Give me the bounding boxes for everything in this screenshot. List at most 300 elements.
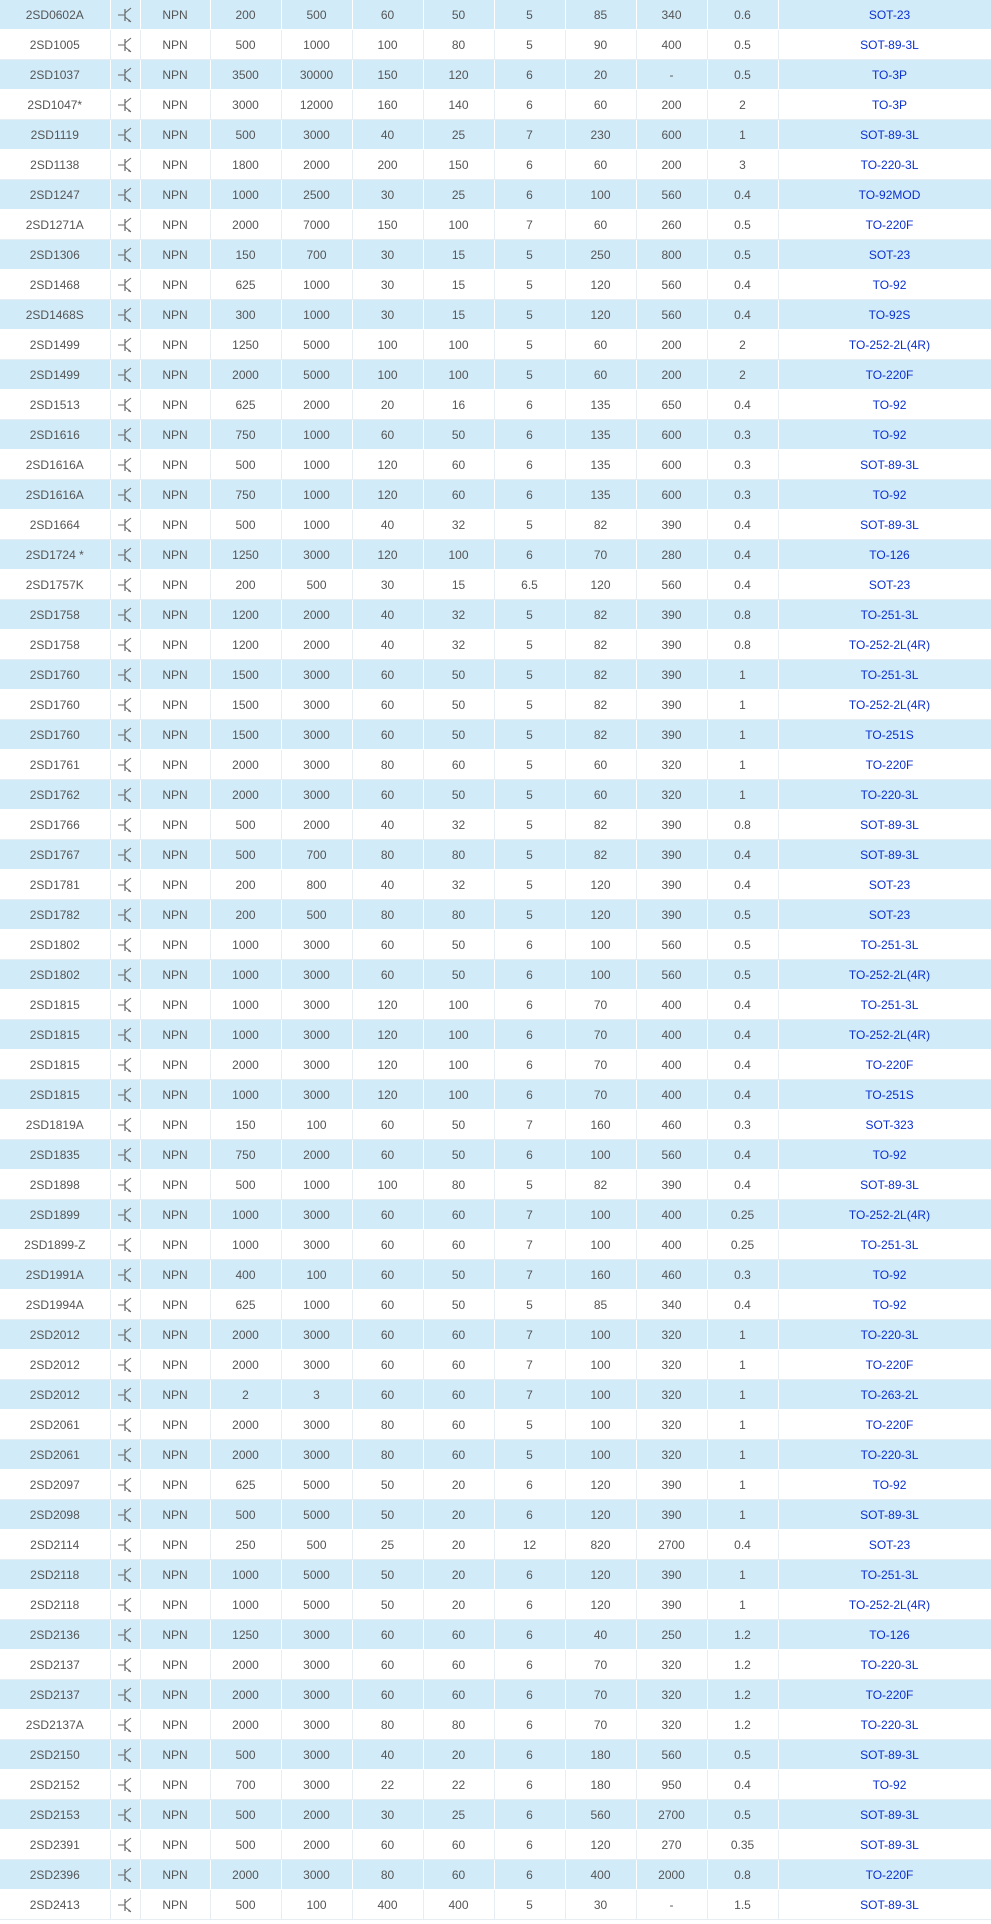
spec-cell-7: 320 xyxy=(636,1350,707,1380)
package-link[interactable]: TO-251S xyxy=(865,1087,914,1102)
npn-transistor-symbol-icon xyxy=(110,1440,140,1470)
package-link[interactable]: SOT-89-3L xyxy=(860,847,919,862)
package-link[interactable]: TO-252-2L(4R) xyxy=(848,337,931,352)
package-cell xyxy=(778,1020,991,1050)
package-link[interactable]: TO-220F xyxy=(865,217,914,232)
part-number-cell: 2SD2097 xyxy=(0,1470,110,1500)
package-link[interactable]: TO-92 xyxy=(872,427,907,442)
transistor-type-cell: NPN xyxy=(140,540,210,570)
package-link[interactable]: TO-126 xyxy=(869,1627,910,1642)
spec-cell-4: 50 xyxy=(423,960,494,990)
spec-cell-1: 500 xyxy=(210,1500,281,1530)
spec-cell-8: 1 xyxy=(707,120,778,150)
spec-cell-8: 0.4 xyxy=(707,1170,778,1200)
spec-cell-5: 6 xyxy=(494,1140,565,1170)
table-row xyxy=(0,1530,991,1560)
npn-transistor-symbol-icon xyxy=(110,1080,140,1110)
transistor-type-cell: NPN xyxy=(140,570,210,600)
spec-cell-2: 5000 xyxy=(281,1500,352,1530)
package-cell xyxy=(778,780,991,810)
package-cell xyxy=(778,1410,991,1440)
package-link[interactable]: TO-251S xyxy=(865,727,914,742)
package-link[interactable]: TO-220-3L xyxy=(860,1447,919,1462)
spec-cell-1: 150 xyxy=(210,1110,281,1140)
package-cell xyxy=(778,870,991,900)
transistor-type-cell: NPN xyxy=(140,1830,210,1860)
spec-cell-3: 40 xyxy=(352,810,423,840)
spec-cell-6: 60 xyxy=(565,90,636,120)
table-row xyxy=(0,1380,991,1410)
npn-transistor-symbol-icon xyxy=(110,1470,140,1500)
package-link[interactable]: TO-92 xyxy=(872,487,907,502)
package-link[interactable]: TO-252-2L(4R) xyxy=(848,637,931,652)
spec-cell-4: 20 xyxy=(423,1500,494,1530)
package-link[interactable]: TO-220-3L xyxy=(860,157,919,172)
spec-cell-7: 390 xyxy=(636,1590,707,1620)
spec-cell-8: 2 xyxy=(707,360,778,390)
spec-cell-1: 1500 xyxy=(210,690,281,720)
spec-cell-6: 82 xyxy=(565,600,636,630)
spec-cell-8: 1 xyxy=(707,1380,778,1410)
spec-cell-2: 500 xyxy=(281,570,352,600)
package-link[interactable]: TO-220-3L xyxy=(860,787,919,802)
package-link[interactable]: SOT-89-3L xyxy=(860,37,919,52)
package-link[interactable]: TO-220-3L xyxy=(860,1657,919,1672)
package-link[interactable]: SOT-89-3L xyxy=(860,457,919,472)
table-row xyxy=(0,900,991,930)
spec-cell-3: 22 xyxy=(352,1770,423,1800)
spec-cell-7: 250 xyxy=(636,1620,707,1650)
spec-cell-7: 400 xyxy=(636,990,707,1020)
package-link[interactable]: TO-220F xyxy=(865,1687,914,1702)
table-row xyxy=(0,210,991,240)
part-number-cell: 2SD1758 xyxy=(0,600,110,630)
spec-cell-2: 1000 xyxy=(281,300,352,330)
spec-cell-1: 1250 xyxy=(210,1620,281,1650)
spec-cell-3: 60 xyxy=(352,960,423,990)
spec-cell-3: 120 xyxy=(352,450,423,480)
npn-transistor-symbol-icon xyxy=(110,0,140,30)
transistor-type-cell: NPN xyxy=(140,300,210,330)
spec-cell-7: 390 xyxy=(636,690,707,720)
package-link[interactable]: TO-251-3L xyxy=(860,937,919,952)
spec-cell-6: 70 xyxy=(565,1710,636,1740)
spec-cell-4: 60 xyxy=(423,480,494,510)
table-row xyxy=(0,450,991,480)
transistor-type-cell: NPN xyxy=(140,1590,210,1620)
package-link[interactable]: TO-220F xyxy=(865,1057,914,1072)
spec-cell-3: 60 xyxy=(352,1260,423,1290)
spec-cell-5: 6 xyxy=(494,960,565,990)
spec-cell-7: 390 xyxy=(636,660,707,690)
package-cell xyxy=(778,1380,991,1410)
part-number-cell: 2SD1760 xyxy=(0,720,110,750)
package-link[interactable]: TO-252-2L(4R) xyxy=(848,1207,931,1222)
spec-cell-6: 82 xyxy=(565,690,636,720)
npn-transistor-symbol-icon xyxy=(110,720,140,750)
transistor-type-cell: NPN xyxy=(140,1440,210,1470)
package-cell xyxy=(778,1200,991,1230)
spec-cell-3: 60 xyxy=(352,1830,423,1860)
npn-transistor-symbol-icon xyxy=(110,1290,140,1320)
part-number-cell: 2SD2061 xyxy=(0,1440,110,1470)
package-cell xyxy=(778,960,991,990)
package-link[interactable]: TO-92S xyxy=(868,307,911,322)
npn-transistor-symbol-icon xyxy=(110,1830,140,1860)
spec-cell-3: 60 xyxy=(352,1110,423,1140)
package-link[interactable]: SOT-23 xyxy=(868,877,911,892)
spec-cell-5: 7 xyxy=(494,1350,565,1380)
spec-cell-1: 500 xyxy=(210,810,281,840)
npn-transistor-symbol-icon xyxy=(110,990,140,1020)
package-link[interactable]: TO-220-3L xyxy=(860,1327,919,1342)
spec-cell-4: 60 xyxy=(423,750,494,780)
spec-cell-3: 40 xyxy=(352,1740,423,1770)
spec-cell-4: 60 xyxy=(423,1380,494,1410)
spec-cell-5: 6 xyxy=(494,1560,565,1590)
npn-transistor-symbol-icon xyxy=(110,1110,140,1140)
spec-cell-2: 500 xyxy=(281,1530,352,1560)
spec-cell-6: 100 xyxy=(565,1230,636,1260)
spec-cell-2: 2000 xyxy=(281,150,352,180)
spec-cell-4: 20 xyxy=(423,1470,494,1500)
package-link[interactable]: TO-251-3L xyxy=(860,607,919,622)
spec-cell-4: 15 xyxy=(423,240,494,270)
transistor-type-cell: NPN xyxy=(140,510,210,540)
part-number-cell: 2SD1899-Z xyxy=(0,1230,110,1260)
package-link[interactable]: SOT-23 xyxy=(868,907,911,922)
spec-cell-1: 300 xyxy=(210,300,281,330)
spec-cell-6: 100 xyxy=(565,930,636,960)
spec-cell-5: 5 xyxy=(494,630,565,660)
spec-cell-7: 200 xyxy=(636,360,707,390)
spec-cell-2: 3000 xyxy=(281,690,352,720)
package-link[interactable]: TO-252-2L(4R) xyxy=(848,967,931,982)
transistor-type-cell: NPN xyxy=(140,420,210,450)
package-link[interactable]: SOT-89-3L xyxy=(860,1177,919,1192)
spec-cell-7: 560 xyxy=(636,570,707,600)
table-row xyxy=(0,420,991,450)
package-cell xyxy=(778,1290,991,1320)
npn-transistor-symbol-icon xyxy=(110,270,140,300)
spec-cell-5: 6 xyxy=(494,1800,565,1830)
spec-cell-6: 82 xyxy=(565,1170,636,1200)
spec-cell-8: 1.2 xyxy=(707,1650,778,1680)
part-number-cell: 2SD1306 xyxy=(0,240,110,270)
spec-cell-2: 3000 xyxy=(281,1200,352,1230)
package-link[interactable]: TO-3P xyxy=(871,67,908,82)
spec-cell-1: 2000 xyxy=(210,1320,281,1350)
spec-cell-4: 25 xyxy=(423,180,494,210)
spec-cell-1: 500 xyxy=(210,1890,281,1920)
spec-cell-5: 6 xyxy=(494,930,565,960)
transistor-type-cell: NPN xyxy=(140,1050,210,1080)
spec-cell-4: 20 xyxy=(423,1590,494,1620)
spec-cell-2: 3000 xyxy=(281,1320,352,1350)
package-link[interactable]: TO-252-2L(4R) xyxy=(848,1027,931,1042)
package-link[interactable]: TO-251-3L xyxy=(860,1237,919,1252)
table-row xyxy=(0,1590,991,1620)
package-cell xyxy=(778,450,991,480)
spec-cell-6: 100 xyxy=(565,1440,636,1470)
spec-cell-6: 120 xyxy=(565,1560,636,1590)
spec-cell-8: 0.5 xyxy=(707,30,778,60)
spec-cell-4: 80 xyxy=(423,1710,494,1740)
spec-cell-4: 50 xyxy=(423,930,494,960)
spec-cell-5: 6 xyxy=(494,1740,565,1770)
spec-cell-2: 5000 xyxy=(281,360,352,390)
npn-transistor-symbol-icon xyxy=(110,1800,140,1830)
spec-cell-1: 2000 xyxy=(210,360,281,390)
spec-cell-8: 0.4 xyxy=(707,540,778,570)
transistor-type-cell: NPN xyxy=(140,660,210,690)
part-number-cell: 2SD1005 xyxy=(0,30,110,60)
package-link[interactable]: TO-251-3L xyxy=(860,997,919,1012)
npn-transistor-symbol-icon xyxy=(110,390,140,420)
spec-cell-5: 6 xyxy=(494,150,565,180)
spec-cell-3: 80 xyxy=(352,1410,423,1440)
transistor-type-cell: NPN xyxy=(140,1890,210,1920)
package-link[interactable]: TO-220F xyxy=(865,1867,914,1882)
spec-cell-2: 500 xyxy=(281,900,352,930)
package-link[interactable]: TO-263-2L xyxy=(860,1387,919,1402)
spec-cell-1: 1800 xyxy=(210,150,281,180)
npn-transistor-symbol-icon xyxy=(110,1740,140,1770)
npn-transistor-symbol-icon xyxy=(110,1680,140,1710)
part-number-cell: 2SD1760 xyxy=(0,690,110,720)
spec-cell-4: 15 xyxy=(423,270,494,300)
package-cell xyxy=(778,570,991,600)
package-link[interactable]: TO-92 xyxy=(872,397,907,412)
spec-cell-1: 1000 xyxy=(210,1020,281,1050)
spec-cell-8: 1 xyxy=(707,1590,778,1620)
spec-cell-3: 20 xyxy=(352,390,423,420)
spec-cell-3: 120 xyxy=(352,1020,423,1050)
spec-cell-3: 200 xyxy=(352,150,423,180)
package-link[interactable]: SOT-23 xyxy=(868,577,911,592)
spec-cell-2: 1000 xyxy=(281,1290,352,1320)
package-link[interactable]: TO-126 xyxy=(869,547,910,562)
spec-cell-8: 1 xyxy=(707,1350,778,1380)
spec-cell-6: 60 xyxy=(565,780,636,810)
package-cell xyxy=(778,1800,991,1830)
spec-cell-7: 200 xyxy=(636,330,707,360)
transistor-type-cell: NPN xyxy=(140,90,210,120)
spec-cell-6: 160 xyxy=(565,1110,636,1140)
npn-transistor-symbol-icon xyxy=(110,1170,140,1200)
spec-cell-4: 20 xyxy=(423,1560,494,1590)
spec-cell-2: 3000 xyxy=(281,930,352,960)
spec-cell-1: 1250 xyxy=(210,330,281,360)
spec-cell-3: 50 xyxy=(352,1470,423,1500)
table-row xyxy=(0,1740,991,1770)
spec-cell-8: 0.8 xyxy=(707,1860,778,1890)
spec-cell-5: 7 xyxy=(494,120,565,150)
npn-transistor-symbol-icon xyxy=(110,1530,140,1560)
spec-cell-3: 40 xyxy=(352,600,423,630)
spec-cell-5: 5 xyxy=(494,900,565,930)
transistor-type-cell: NPN xyxy=(140,1200,210,1230)
package-link[interactable]: TO-251-3L xyxy=(860,1567,919,1582)
npn-transistor-symbol-icon xyxy=(110,1890,140,1920)
spec-cell-8: 0.5 xyxy=(707,60,778,90)
package-link[interactable]: TO-220-3L xyxy=(860,1717,919,1732)
npn-transistor-symbol-icon xyxy=(110,120,140,150)
spec-cell-7: 320 xyxy=(636,1650,707,1680)
package-link[interactable]: SOT-89-3L xyxy=(860,517,919,532)
npn-transistor-symbol-icon xyxy=(110,360,140,390)
spec-cell-4: 15 xyxy=(423,570,494,600)
spec-cell-7: 560 xyxy=(636,270,707,300)
spec-cell-7: 320 xyxy=(636,1710,707,1740)
spec-cell-5: 5 xyxy=(494,1170,565,1200)
spec-cell-4: 80 xyxy=(423,30,494,60)
spec-cell-1: 2000 xyxy=(210,1410,281,1440)
table-row xyxy=(0,1080,991,1110)
spec-cell-5: 6 xyxy=(494,1710,565,1740)
spec-cell-4: 140 xyxy=(423,90,494,120)
spec-cell-3: 50 xyxy=(352,1590,423,1620)
package-link[interactable]: SOT-89-3L xyxy=(860,817,919,832)
transistor-type-cell: NPN xyxy=(140,1650,210,1680)
package-link[interactable]: TO-92MOD xyxy=(858,187,921,202)
package-link[interactable]: SOT-23 xyxy=(868,7,911,22)
package-link[interactable]: SOT-23 xyxy=(868,1537,911,1552)
table-row xyxy=(0,1830,991,1860)
spec-cell-1: 750 xyxy=(210,420,281,450)
spec-cell-1: 500 xyxy=(210,30,281,60)
spec-cell-3: 60 xyxy=(352,1320,423,1350)
spec-cell-3: 80 xyxy=(352,1710,423,1740)
package-link[interactable]: TO-220F xyxy=(865,1417,914,1432)
package-cell xyxy=(778,1500,991,1530)
spec-cell-4: 20 xyxy=(423,1530,494,1560)
spec-cell-6: 82 xyxy=(565,810,636,840)
part-number-cell: 2SD1499 xyxy=(0,330,110,360)
part-number-cell: 2SD1815 xyxy=(0,1080,110,1110)
transistor-type-cell: NPN xyxy=(140,210,210,240)
spec-cell-8: 0.25 xyxy=(707,1230,778,1260)
package-link[interactable]: SOT-23 xyxy=(868,247,911,262)
spec-cell-7: 320 xyxy=(636,1680,707,1710)
package-link[interactable]: SOT-323 xyxy=(865,1117,914,1132)
spec-cell-5: 6 xyxy=(494,1770,565,1800)
package-link[interactable]: TO-3P xyxy=(871,97,908,112)
spec-cell-3: 150 xyxy=(352,60,423,90)
spec-cell-3: 120 xyxy=(352,1050,423,1080)
spec-cell-2: 5000 xyxy=(281,1470,352,1500)
spec-cell-1: 200 xyxy=(210,870,281,900)
table-row xyxy=(0,990,991,1020)
package-cell xyxy=(778,510,991,540)
spec-cell-2: 3000 xyxy=(281,660,352,690)
spec-cell-5: 6 xyxy=(494,1650,565,1680)
spec-cell-1: 1000 xyxy=(210,1200,281,1230)
spec-cell-5: 6 xyxy=(494,540,565,570)
spec-cell-1: 500 xyxy=(210,1170,281,1200)
package-link[interactable]: SOT-89-3L xyxy=(860,1807,919,1822)
package-cell xyxy=(778,1830,991,1860)
spec-cell-5: 6 xyxy=(494,1050,565,1080)
package-link[interactable]: TO-92 xyxy=(872,1267,907,1282)
spec-cell-3: 60 xyxy=(352,1620,423,1650)
spec-cell-5: 5 xyxy=(494,0,565,30)
spec-cell-5: 5 xyxy=(494,240,565,270)
npn-transistor-symbol-icon xyxy=(110,1710,140,1740)
spec-cell-5: 6 xyxy=(494,90,565,120)
spec-cell-8: 0.4 xyxy=(707,300,778,330)
package-link[interactable]: TO-92 xyxy=(872,1777,907,1792)
package-link[interactable]: SOT-89-3L xyxy=(860,1837,919,1852)
spec-cell-2: 3 xyxy=(281,1380,352,1410)
package-cell xyxy=(778,0,991,30)
spec-cell-6: 100 xyxy=(565,180,636,210)
npn-transistor-symbol-icon xyxy=(110,870,140,900)
table-row xyxy=(0,1500,991,1530)
spec-cell-8: 1.2 xyxy=(707,1710,778,1740)
spec-cell-8: 0.4 xyxy=(707,270,778,300)
spec-cell-2: 2000 xyxy=(281,630,352,660)
spec-cell-6: 135 xyxy=(565,390,636,420)
spec-cell-2: 1000 xyxy=(281,30,352,60)
spec-cell-8: 0.6 xyxy=(707,0,778,30)
spec-cell-1: 1000 xyxy=(210,930,281,960)
package-link[interactable]: TO-252-2L(4R) xyxy=(848,697,931,712)
spec-cell-8: 0.5 xyxy=(707,900,778,930)
table-row xyxy=(0,1440,991,1470)
package-link[interactable]: TO-220F xyxy=(865,1357,914,1372)
transistor-type-cell: NPN xyxy=(140,630,210,660)
spec-cell-8: 1 xyxy=(707,750,778,780)
part-number-cell: 2SD1782 xyxy=(0,900,110,930)
spec-cell-5: 6 xyxy=(494,1500,565,1530)
package-cell xyxy=(778,990,991,1020)
package-link[interactable]: TO-92 xyxy=(872,1147,907,1162)
package-link[interactable]: TO-92 xyxy=(872,1477,907,1492)
spec-cell-4: 100 xyxy=(423,1050,494,1080)
spec-cell-1: 3000 xyxy=(210,90,281,120)
package-link[interactable]: TO-92 xyxy=(872,277,907,292)
package-cell xyxy=(778,1590,991,1620)
transistor-type-cell: NPN xyxy=(140,390,210,420)
part-number-cell: 2SD1724 * xyxy=(0,540,110,570)
package-link[interactable]: SOT-89-3L xyxy=(860,1507,919,1522)
spec-cell-3: 60 xyxy=(352,1290,423,1320)
transistor-type-cell: NPN xyxy=(140,120,210,150)
package-link[interactable]: SOT-89-3L xyxy=(860,1897,919,1912)
table-row xyxy=(0,570,991,600)
transistor-type-cell: NPN xyxy=(140,930,210,960)
package-link[interactable]: SOT-89-3L xyxy=(860,1747,919,1762)
spec-cell-4: 32 xyxy=(423,870,494,900)
spec-cell-2: 2000 xyxy=(281,600,352,630)
package-link[interactable]: TO-251-3L xyxy=(860,667,919,682)
spec-cell-6: 560 xyxy=(565,1800,636,1830)
spec-cell-1: 1200 xyxy=(210,600,281,630)
spec-cell-3: 60 xyxy=(352,780,423,810)
package-link[interactable]: TO-220F xyxy=(865,757,914,772)
spec-cell-8: 0.25 xyxy=(707,1200,778,1230)
package-link[interactable]: TO-92 xyxy=(872,1297,907,1312)
part-number-cell: 2SD1781 xyxy=(0,870,110,900)
part-number-cell: 2SD2114 xyxy=(0,1530,110,1560)
package-link[interactable]: TO-220F xyxy=(865,367,914,382)
spec-cell-2: 500 xyxy=(281,0,352,30)
package-link[interactable]: TO-252-2L(4R) xyxy=(848,1597,931,1612)
package-link[interactable]: SOT-89-3L xyxy=(860,127,919,142)
part-number-cell: 2SD1766 xyxy=(0,810,110,840)
spec-cell-7: 560 xyxy=(636,930,707,960)
